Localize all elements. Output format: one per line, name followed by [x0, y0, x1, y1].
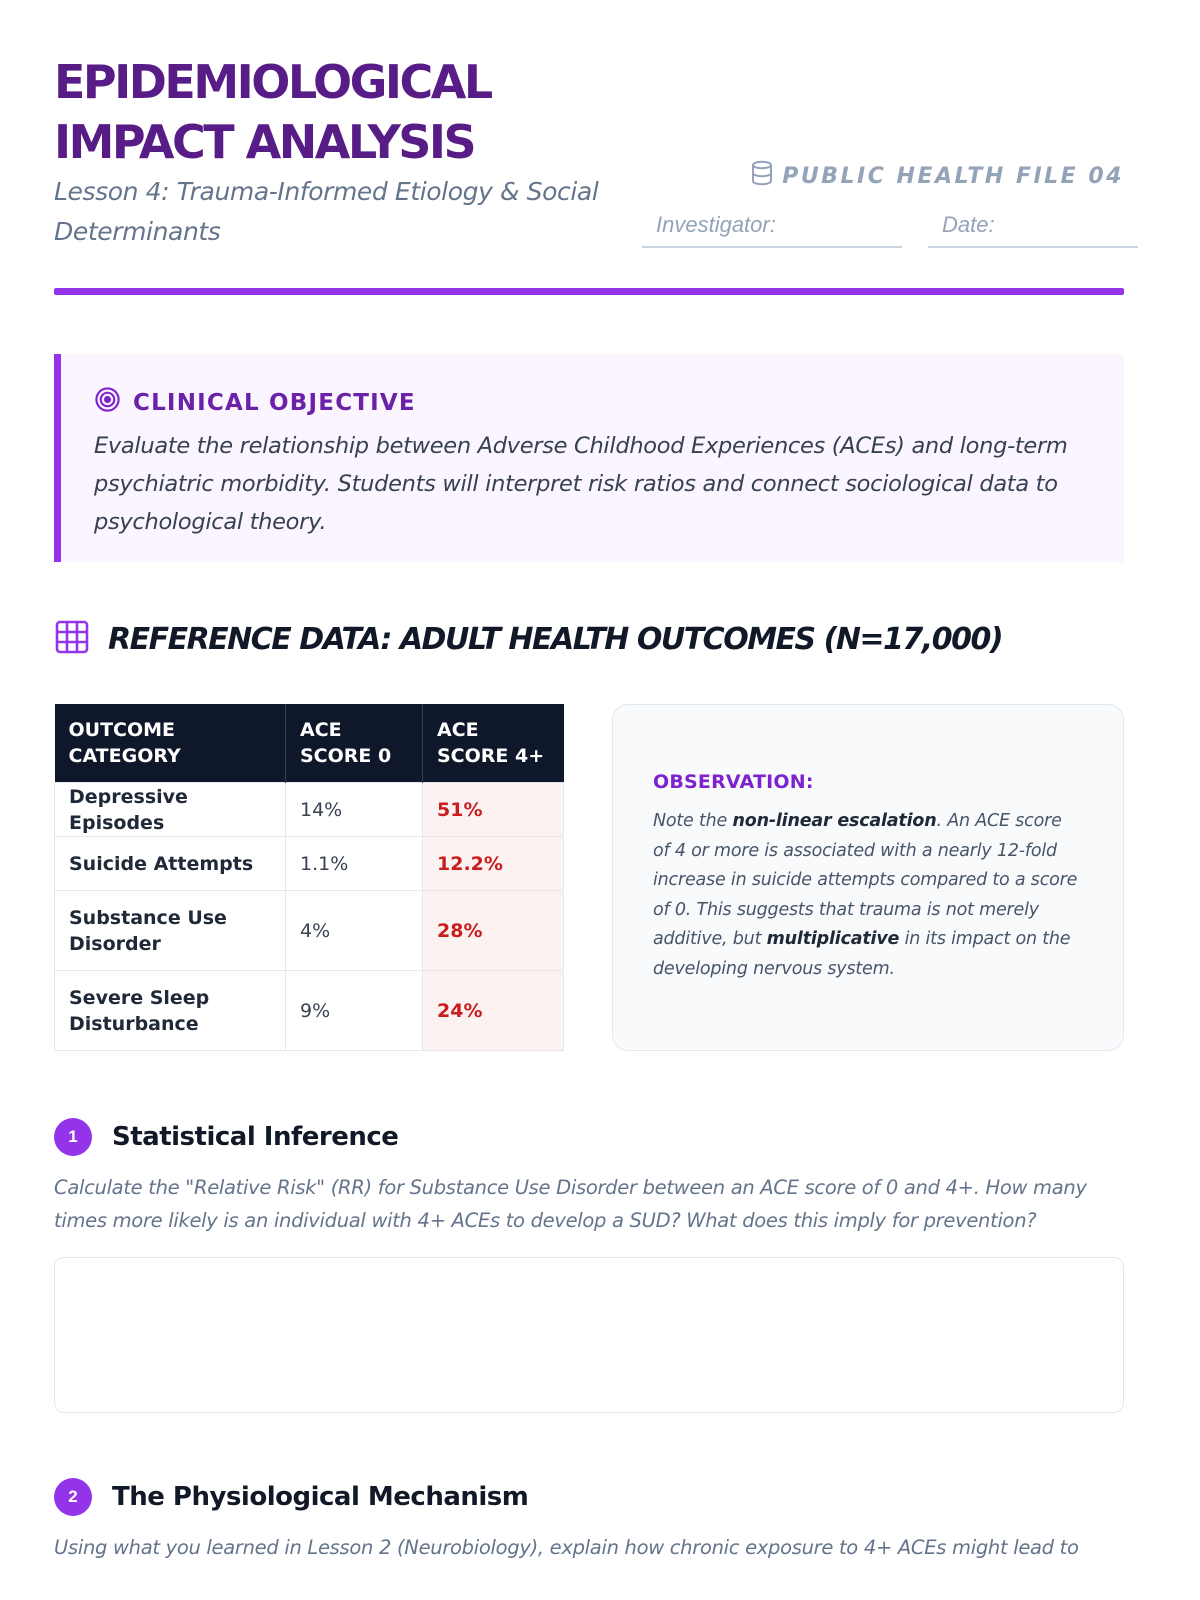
- header: [54, 0, 1124, 296]
- outcome-category-cell: Severe Sleep Disturbance: [55, 971, 286, 1051]
- page-title: [54, 52, 491, 172]
- observation-emphasis: multiplicative: [766, 929, 900, 949]
- file-tag-label: PUBLIC HEALTH FILE 04: [782, 163, 1124, 189]
- table-row: [55, 837, 564, 891]
- outcome-category-cell: Depressive Episodes: [55, 783, 286, 837]
- observation-text-part: . An ACE score of 4 or more is associated with a nearly 12-fold increase in suicide attempts compared to a score of 0. This suggests that trauma is not merely additive, but: [653, 811, 1078, 949]
- question-prompt: Using what you learned in Lesson 2 (Neurobiology), explain how chronic exposure to 4+ ACEs might lead to: [54, 1536, 1079, 1559]
- ace-4-plus-cell: 28%: [423, 891, 564, 971]
- ace-0-cell: 4%: [286, 891, 423, 971]
- ace-0-cell: 9%: [286, 971, 423, 1051]
- observation-label: OBSERVATION:: [653, 771, 814, 793]
- outcome-category-cell: Substance Use Disorder: [55, 891, 286, 971]
- table-row: [55, 971, 564, 1051]
- answer-box[interactable]: [54, 1257, 1124, 1413]
- observation-text: [653, 807, 1083, 984]
- date-field[interactable]: Date:: [928, 208, 1138, 248]
- observation-text-part: Note the: [653, 811, 733, 831]
- ace-0-cell: 14%: [286, 783, 423, 837]
- table-row: [55, 783, 564, 837]
- ace-0-cell: 1.1%: [286, 837, 423, 891]
- reference-title: REFERENCE DATA: ADULT HEALTH OUTCOMES (N=17,000): [108, 621, 1003, 657]
- question-2: [54, 1477, 1124, 1564]
- ace-4-plus-cell: 12.2%: [423, 837, 564, 891]
- reference-row: [54, 704, 1124, 1051]
- file-tag: [750, 160, 1124, 192]
- header-divider: [54, 288, 1124, 295]
- ace-4-plus-cell: 51%: [423, 783, 564, 837]
- table-row: [55, 891, 564, 971]
- target-icon: [94, 386, 121, 419]
- column-header: ACE SCORE 0: [286, 704, 423, 783]
- question-title: The Physiological Mechanism: [112, 1482, 529, 1512]
- observation-text-part: in its impact on the developing nervous system.: [653, 929, 1071, 979]
- observation-card: [612, 704, 1124, 1051]
- database-icon: [750, 160, 774, 192]
- page-subtitle: Lesson 4: Trauma-Informed Etiology & Social Determinants: [54, 177, 599, 246]
- objective-heading-label: CLINICAL OBJECTIVE: [133, 389, 416, 416]
- column-header: OUTCOME CATEGORY: [55, 704, 286, 783]
- question-number-badge: 1: [54, 1118, 92, 1156]
- reference-heading: [54, 616, 1124, 662]
- investigator-field[interactable]: Investigator:: [642, 208, 902, 248]
- observation-emphasis: non-linear escalation: [732, 811, 937, 831]
- question-heading: [54, 1117, 1124, 1157]
- table-grid-icon: [54, 619, 90, 660]
- objective-heading: [94, 386, 1084, 419]
- objective-text: Evaluate the relationship between Adverse Childhood Experiences (ACEs) and long-term psychiatric morbidity. Students will interpret risk ratios and connect sociological data to psychological theory.: [94, 433, 1068, 535]
- ace-4-plus-cell: 24%: [423, 971, 564, 1051]
- question-number-badge: 2: [54, 1478, 92, 1516]
- outcomes-table: [54, 704, 564, 1051]
- clinical-objective-box: [54, 354, 1124, 562]
- question-prompt: Calculate the "Relative Risk" (RR) for Substance Use Disorder between an ACE score of 0 and 4+. How many times more likely is an individual with 4+ ACEs to develop a SUD? What does this imply for prevention?: [54, 1176, 1087, 1232]
- question-title: Statistical Inference: [112, 1122, 399, 1152]
- question-1: [54, 1117, 1124, 1413]
- title-line-2: IMPACT ANALYSIS: [54, 115, 475, 169]
- outcome-category-cell: Suicide Attempts: [55, 837, 286, 891]
- column-header: ACE SCORE 4+: [423, 704, 564, 783]
- table-header-row: [55, 704, 564, 783]
- title-line-1: EPIDEMIOLOGICAL: [54, 55, 491, 109]
- question-heading: [54, 1477, 1124, 1517]
